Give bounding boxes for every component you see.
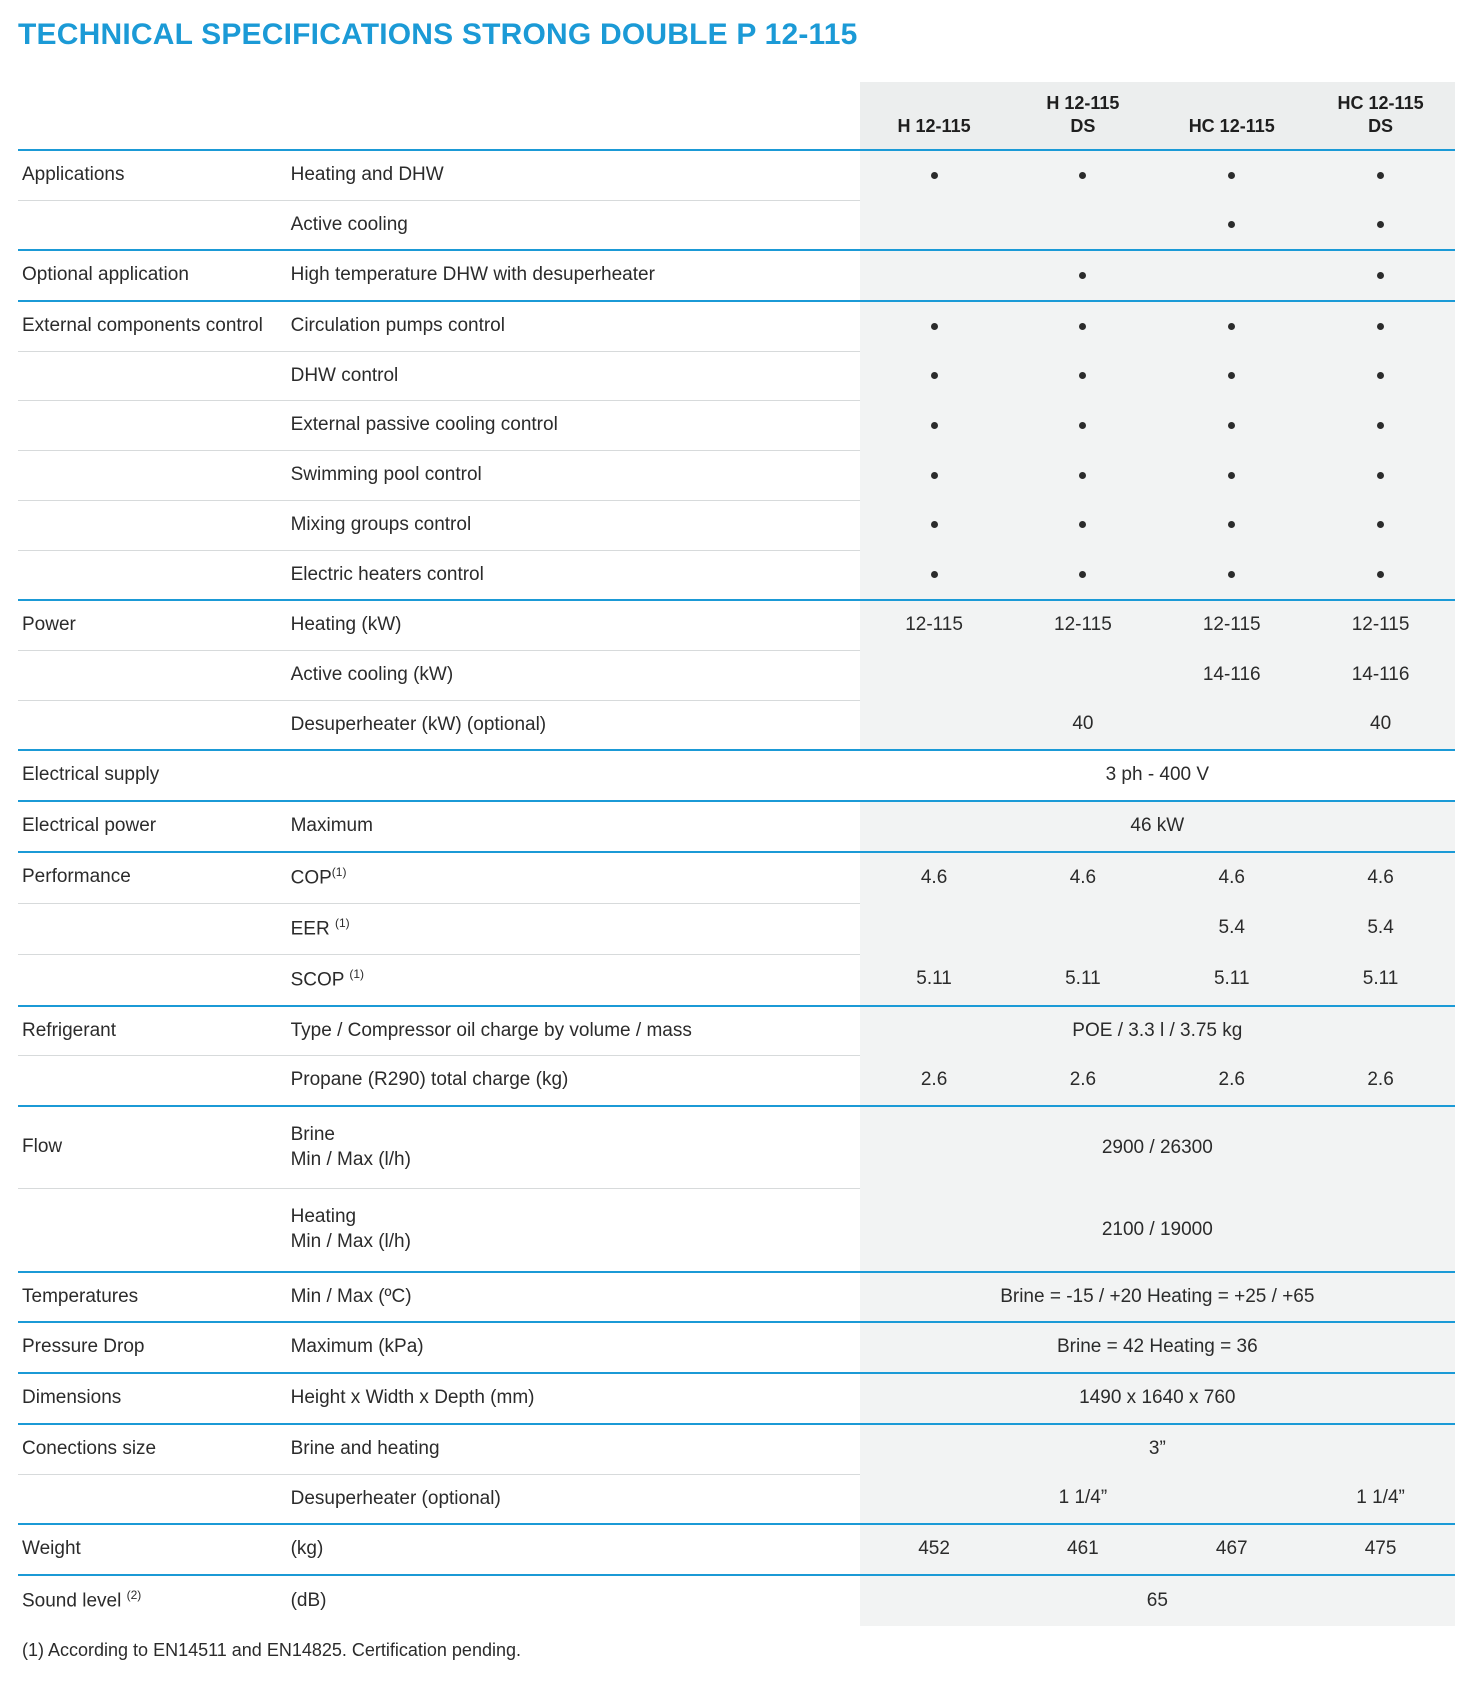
table-row [18, 903, 1455, 954]
row-value-2 [1008, 550, 1157, 600]
row-category [18, 1056, 275, 1106]
row-value-3 [1157, 301, 1306, 351]
row-category [18, 401, 275, 451]
row-value-4 [1306, 451, 1455, 501]
table-row [18, 250, 1455, 301]
row-value-merged: 3 ph - 400 V [860, 750, 1455, 801]
row-value-4: 14-116 [1306, 650, 1455, 700]
row-value-3: 4.6 [1157, 852, 1306, 904]
row-label: (kg) [275, 1524, 860, 1575]
row-value-2 [1008, 500, 1157, 550]
bullet-icon [1079, 172, 1086, 179]
bullet-icon [931, 422, 938, 429]
row-label: High temperature DHW with desuperheater [275, 250, 860, 301]
table-row [18, 200, 1455, 250]
bullet-icon [1228, 372, 1235, 379]
row-value-2: 461 [1008, 1524, 1157, 1575]
bullet-icon [1079, 323, 1086, 330]
bullet-icon [1377, 372, 1384, 379]
row-label: External passive cooling control [275, 401, 860, 451]
row-label: Propane (R290) total charge (kg) [275, 1056, 860, 1106]
bullet-icon [1228, 221, 1235, 228]
row-value-1: 2.6 [860, 1056, 1009, 1106]
table-body [18, 150, 1455, 1626]
row-label: Heating Min / Max (l/h) [275, 1189, 860, 1272]
row-category: Dimensions [18, 1373, 275, 1424]
row-label: Heating and DHW [275, 150, 860, 200]
bullet-icon [1228, 323, 1235, 330]
row-category: Power [18, 600, 275, 650]
row-value-merged: Brine = -15 / +20 Heating = +25 / +65 [860, 1272, 1455, 1323]
table-row [18, 451, 1455, 501]
row-value-2 [1008, 200, 1157, 250]
bullet-icon [1377, 472, 1384, 479]
bullet-icon [931, 323, 938, 330]
row-label: Maximum (kPa) [275, 1322, 860, 1373]
row-value-1 [860, 451, 1009, 501]
header-blank-category [18, 82, 275, 150]
row-label: Desuperheater (optional) [275, 1474, 860, 1524]
row-label: Swimming pool control [275, 451, 860, 501]
row-value-2: 12-115 [1008, 600, 1157, 650]
row-value-2: 1 1/4” [1008, 1474, 1157, 1524]
row-value-4: 5.11 [1306, 954, 1455, 1006]
technical-specifications-table [18, 82, 1455, 1626]
row-label [275, 750, 860, 801]
row-label: Circulation pumps control [275, 301, 860, 351]
table-row [18, 750, 1455, 801]
row-value-3: 12-115 [1157, 600, 1306, 650]
column-header-1: H 12-115 [860, 82, 1009, 150]
row-label: Height x Width x Depth (mm) [275, 1373, 860, 1424]
column-header-2: H 12-115 DS [1008, 82, 1157, 150]
row-category: Weight [18, 1524, 275, 1575]
row-value-3: 14-116 [1157, 650, 1306, 700]
row-label: Type / Compressor oil charge by volume / mass [275, 1006, 860, 1056]
row-label: Maximum [275, 801, 860, 852]
row-label: Heating (kW) [275, 600, 860, 650]
table-row [18, 852, 1455, 904]
row-value-4 [1306, 200, 1455, 250]
table-row [18, 1474, 1455, 1524]
bullet-icon [931, 472, 938, 479]
column-header-3: HC 12-115 [1157, 82, 1306, 150]
row-category [18, 451, 275, 501]
row-category: Applications [18, 150, 275, 200]
row-value-3 [1157, 550, 1306, 600]
row-value-4 [1306, 500, 1455, 550]
row-value-2 [1008, 301, 1157, 351]
row-category [18, 1189, 275, 1272]
row-label: Active cooling (kW) [275, 650, 860, 700]
row-value-merged: 1490 x 1640 x 760 [860, 1373, 1455, 1424]
row-value-3 [1157, 150, 1306, 200]
row-label: DHW control [275, 351, 860, 401]
row-category [18, 954, 275, 1006]
row-value-2 [1008, 650, 1157, 700]
row-label: Electric heaters control [275, 550, 860, 600]
row-label: Brine and heating [275, 1424, 860, 1474]
row-value-merged: 2900 / 26300 [860, 1106, 1455, 1189]
row-value-2 [1008, 351, 1157, 401]
table-row [18, 500, 1455, 550]
bullet-icon [1079, 372, 1086, 379]
row-category: External components control [18, 301, 275, 351]
table-row [18, 150, 1455, 200]
row-category [18, 1474, 275, 1524]
row-value-1 [860, 650, 1009, 700]
row-category [18, 903, 275, 954]
row-value-3 [1157, 451, 1306, 501]
bullet-icon [1377, 571, 1384, 578]
table-row [18, 801, 1455, 852]
row-value-2 [1008, 150, 1157, 200]
row-value-1 [860, 903, 1009, 954]
row-label: COP$^{(1)}$ [275, 852, 860, 904]
row-value-4: 1 1/4” [1306, 1474, 1455, 1524]
row-value-3 [1157, 700, 1306, 750]
row-value-3 [1157, 1474, 1306, 1524]
row-category [18, 351, 275, 401]
row-value-4: 12-115 [1306, 600, 1455, 650]
row-category: Temperatures [18, 1272, 275, 1323]
row-value-4: 4.6 [1306, 852, 1455, 904]
table-row [18, 1373, 1455, 1424]
row-value-3: 467 [1157, 1524, 1306, 1575]
bullet-icon [1228, 422, 1235, 429]
row-value-1 [860, 500, 1009, 550]
row-value-3 [1157, 200, 1306, 250]
row-value-1 [860, 301, 1009, 351]
bullet-icon [931, 571, 938, 578]
row-value-1: 452 [860, 1524, 1009, 1575]
table-row [18, 1056, 1455, 1106]
row-label: Active cooling [275, 200, 860, 250]
row-category: Performance [18, 852, 275, 904]
row-value-2 [1008, 903, 1157, 954]
table-row [18, 550, 1455, 600]
table-row [18, 1006, 1455, 1056]
row-category: Refrigerant [18, 1006, 275, 1056]
page-title: TECHNICAL SPECIFICATIONS STRONG DOUBLE P 12-115 [18, 18, 858, 51]
bullet-icon [1377, 521, 1384, 528]
row-value-3: 5.11 [1157, 954, 1306, 1006]
bullet-icon [1377, 172, 1384, 179]
row-label: (dB) [275, 1575, 860, 1626]
row-value-4: 2.6 [1306, 1056, 1455, 1106]
row-label: SCOP $^{(1)}$ [275, 954, 860, 1006]
row-label: Min / Max (ºC) [275, 1272, 860, 1323]
table-row [18, 301, 1455, 351]
bullet-icon [1228, 521, 1235, 528]
row-value-1 [860, 700, 1009, 750]
row-value-merged: Brine = 42 Heating = 36 [860, 1322, 1455, 1373]
row-category: Sound level $^{(2)}$ [18, 1575, 275, 1626]
bullet-icon [1377, 221, 1384, 228]
row-value-4 [1306, 351, 1455, 401]
table-row [18, 1575, 1455, 1626]
bullet-icon [1377, 422, 1384, 429]
table-row [18, 1106, 1455, 1189]
row-value-4 [1306, 401, 1455, 451]
row-value-1: 12-115 [860, 600, 1009, 650]
table-row [18, 954, 1455, 1006]
table-header [18, 82, 1455, 150]
row-category [18, 200, 275, 250]
bullet-icon [1079, 571, 1086, 578]
row-category: Conections size [18, 1424, 275, 1474]
row-category [18, 650, 275, 700]
row-label: Desuperheater (kW) (optional) [275, 700, 860, 750]
bullet-icon [1079, 422, 1086, 429]
bullet-icon [1079, 272, 1086, 279]
row-value-2: 5.11 [1008, 954, 1157, 1006]
row-value-4 [1306, 250, 1455, 301]
row-value-merged: 2100 / 19000 [860, 1189, 1455, 1272]
row-value-4: 5.4 [1306, 903, 1455, 954]
row-category: Pressure Drop [18, 1322, 275, 1373]
row-value-2 [1008, 250, 1157, 301]
row-value-1: 5.11 [860, 954, 1009, 1006]
row-value-2: 2.6 [1008, 1056, 1157, 1106]
row-value-3 [1157, 250, 1306, 301]
row-category: Electrical supply [18, 750, 275, 801]
row-value-1 [860, 401, 1009, 451]
row-value-3 [1157, 351, 1306, 401]
row-label: Brine Min / Max (l/h) [275, 1106, 860, 1189]
table-row [18, 700, 1455, 750]
bullet-icon [1377, 272, 1384, 279]
row-label: Mixing groups control [275, 500, 860, 550]
row-value-4 [1306, 301, 1455, 351]
bullet-icon [931, 521, 938, 528]
row-value-2: 40 [1008, 700, 1157, 750]
row-value-4: 40 [1306, 700, 1455, 750]
row-value-merged: 46 kW [860, 801, 1455, 852]
table-row [18, 1322, 1455, 1373]
bullet-icon [1377, 323, 1384, 330]
row-value-4: 475 [1306, 1524, 1455, 1575]
row-value-2: 4.6 [1008, 852, 1157, 904]
row-value-3: 2.6 [1157, 1056, 1306, 1106]
row-value-1 [860, 550, 1009, 600]
row-value-1 [860, 1474, 1009, 1524]
row-value-2 [1008, 451, 1157, 501]
column-header-4: HC 12-115 DS [1306, 82, 1455, 150]
footnote: (1) According to EN14511 and EN14825. Certification pending. [22, 1639, 521, 1660]
bullet-icon [931, 372, 938, 379]
bullet-icon [931, 172, 938, 179]
row-value-3: 5.4 [1157, 903, 1306, 954]
bullet-icon [1079, 521, 1086, 528]
row-category [18, 500, 275, 550]
row-value-1 [860, 351, 1009, 401]
row-value-3 [1157, 401, 1306, 451]
bullet-icon [1228, 571, 1235, 578]
row-category: Optional application [18, 250, 275, 301]
row-value-1 [860, 250, 1009, 301]
row-value-2 [1008, 401, 1157, 451]
bullet-icon [1079, 472, 1086, 479]
row-category: Flow [18, 1106, 275, 1189]
header-blank-label [275, 82, 860, 150]
row-value-1: 4.6 [860, 852, 1009, 904]
table-row [18, 1424, 1455, 1474]
bullet-icon [1228, 472, 1235, 479]
table-row [18, 1272, 1455, 1323]
table-row [18, 1524, 1455, 1575]
row-value-merged: POE / 3.3 l / 3.75 kg [860, 1006, 1455, 1056]
row-value-4 [1306, 550, 1455, 600]
table-row [18, 600, 1455, 650]
row-value-merged: 65 [860, 1575, 1455, 1626]
table-row [18, 351, 1455, 401]
row-category [18, 700, 275, 750]
table-row [18, 1189, 1455, 1272]
row-category: Electrical power [18, 801, 275, 852]
row-value-1 [860, 200, 1009, 250]
table-row [18, 650, 1455, 700]
table-row [18, 401, 1455, 451]
row-category [18, 550, 275, 600]
row-value-merged: 3” [860, 1424, 1455, 1474]
row-value-1 [860, 150, 1009, 200]
row-value-4 [1306, 150, 1455, 200]
row-value-3 [1157, 500, 1306, 550]
row-label: EER $^{(1)}$ [275, 903, 860, 954]
bullet-icon [1228, 172, 1235, 179]
